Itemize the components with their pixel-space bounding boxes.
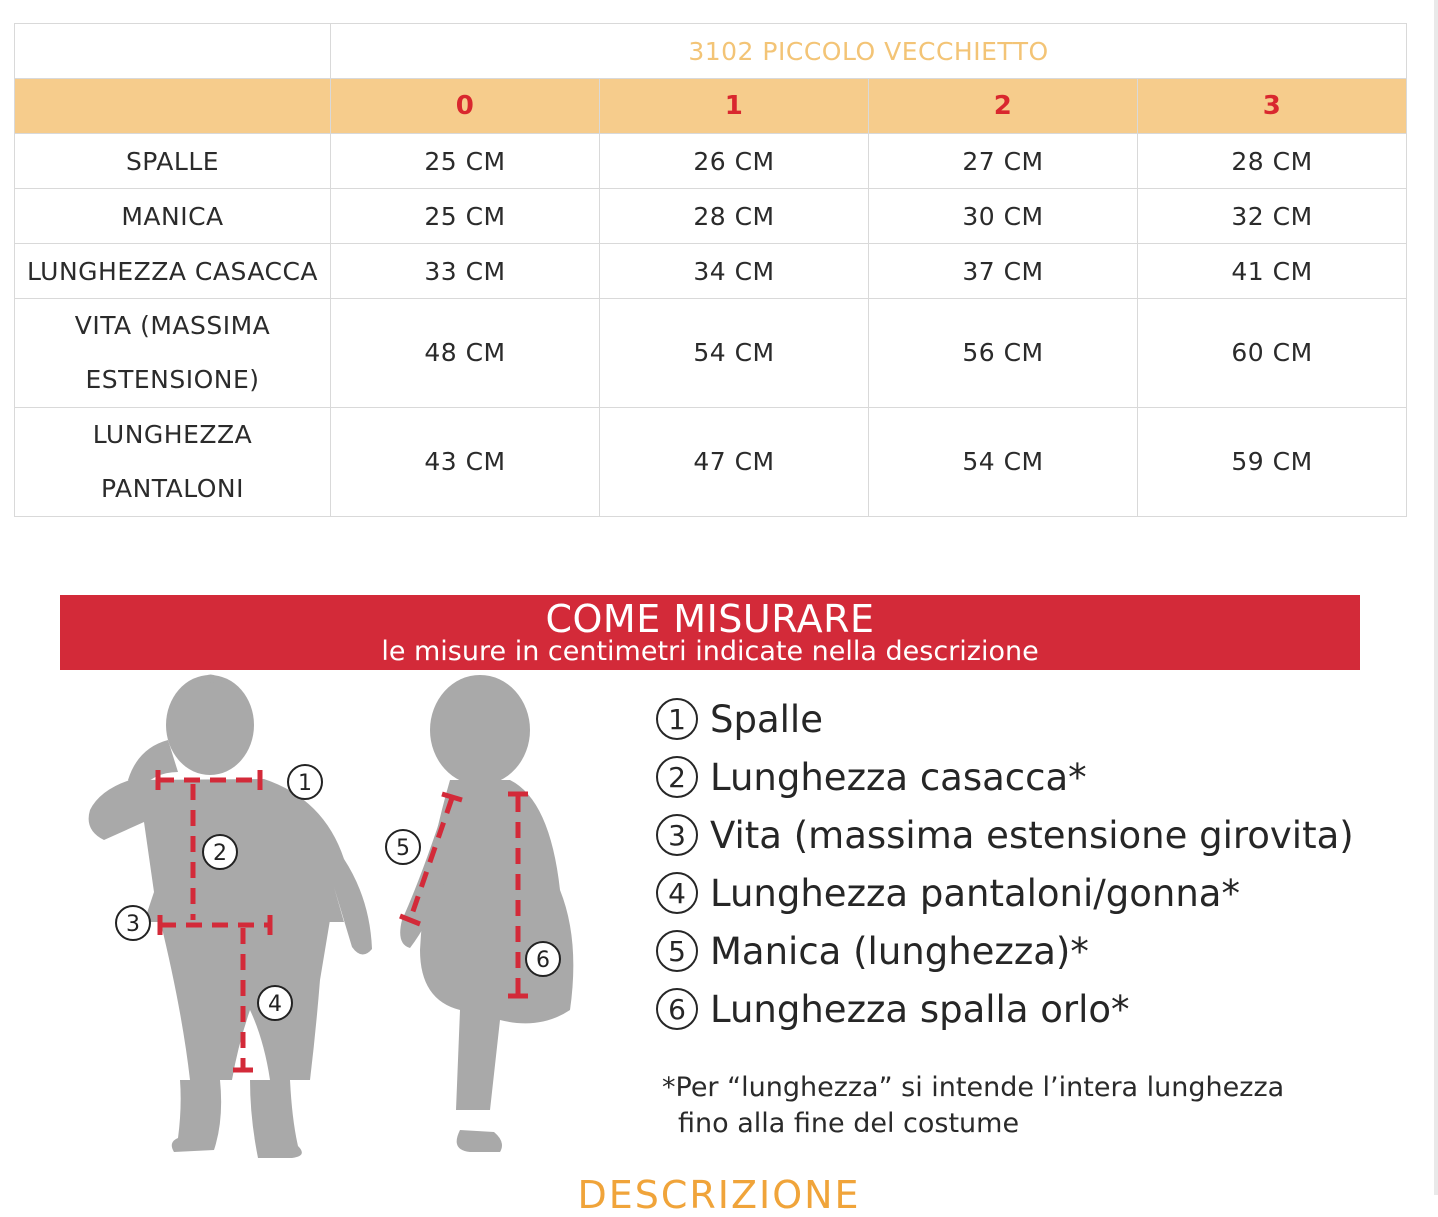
legend-label: Lunghezza casacca* bbox=[710, 755, 1087, 799]
table-row bbox=[15, 299, 1407, 408]
table-cell: 56 CM bbox=[869, 299, 1138, 408]
legend-item bbox=[652, 690, 1372, 748]
table-cell: 48 CM bbox=[331, 299, 600, 408]
row-label-line: PANTALONI bbox=[100, 474, 244, 503]
table-cell: 30 CM bbox=[869, 189, 1138, 244]
row-label-line: VITA (MASSIMA bbox=[74, 311, 271, 340]
marker-6 bbox=[526, 942, 560, 976]
marker-3 bbox=[116, 906, 150, 940]
legend-label: Vita (massima estensione girovita) bbox=[710, 813, 1354, 857]
svg-text:1: 1 bbox=[298, 771, 312, 796]
row-label bbox=[15, 299, 331, 408]
legend-number: 3 bbox=[656, 814, 698, 856]
size-header: 2 bbox=[869, 79, 1138, 134]
table-cell: 47 CM bbox=[600, 408, 869, 517]
row-label-line: LUNGHEZZA bbox=[92, 420, 253, 449]
how-to-measure-banner bbox=[60, 595, 1360, 670]
banner-subtitle: le misure in centimetri indicate nella descrizione bbox=[381, 636, 1039, 667]
legend-item bbox=[652, 864, 1372, 922]
legend-label: Manica (lunghezza)* bbox=[710, 929, 1089, 973]
legend-number: 5 bbox=[656, 930, 698, 972]
size-table bbox=[14, 23, 1407, 517]
table-cell: 59 CM bbox=[1138, 408, 1407, 517]
banner-title: COME MISURARE bbox=[545, 597, 875, 641]
row-label: SPALLE bbox=[15, 134, 331, 189]
scrollbar-track[interactable] bbox=[1434, 0, 1438, 1195]
row-label bbox=[15, 408, 331, 517]
table-cell: 26 CM bbox=[600, 134, 869, 189]
table-cell: 25 CM bbox=[331, 189, 600, 244]
table-cell: 28 CM bbox=[600, 189, 869, 244]
table-row bbox=[15, 189, 1407, 244]
length-footnote bbox=[662, 1070, 1362, 1142]
table-cell: 28 CM bbox=[1138, 134, 1407, 189]
legend-label: Lunghezza pantaloni/gonna* bbox=[710, 871, 1240, 915]
table-cell: 37 CM bbox=[869, 244, 1138, 299]
row-label-line: ESTENSIONE) bbox=[85, 365, 260, 394]
table-cell: 27 CM bbox=[869, 134, 1138, 189]
size-header: 3 bbox=[1138, 79, 1407, 134]
legend-item bbox=[652, 922, 1372, 980]
legend-number: 4 bbox=[656, 872, 698, 914]
table-cell: 41 CM bbox=[1138, 244, 1407, 299]
product-title: 3102 PICCOLO VECCHIETTO bbox=[331, 24, 1407, 79]
marker-2 bbox=[203, 835, 237, 869]
legend-item bbox=[652, 806, 1372, 864]
footnote-line: *Per “lunghezza” si intende l’intera lunghezza bbox=[662, 1072, 1285, 1103]
table-cell: 60 CM bbox=[1138, 299, 1407, 408]
legend-number: 6 bbox=[656, 988, 698, 1030]
row-label: LUNGHEZZA CASACCA bbox=[15, 244, 331, 299]
row-label: MANICA bbox=[15, 189, 331, 244]
size-header: 1 bbox=[600, 79, 869, 134]
description-heading: DESCRIZIONE bbox=[577, 1173, 861, 1217]
marker-5 bbox=[386, 830, 420, 864]
table-cell: 34 CM bbox=[600, 244, 869, 299]
size-header-row bbox=[15, 79, 1407, 134]
table-cell: 54 CM bbox=[600, 299, 869, 408]
table-cell: 32 CM bbox=[1138, 189, 1407, 244]
table-row bbox=[15, 408, 1407, 517]
legend-label: Spalle bbox=[710, 697, 823, 741]
legend-item bbox=[652, 980, 1372, 1038]
marker-4 bbox=[258, 986, 292, 1020]
svg-text:4: 4 bbox=[268, 992, 282, 1017]
legend-number: 2 bbox=[656, 756, 698, 798]
measurement-legend bbox=[652, 690, 1372, 1038]
svg-text:6: 6 bbox=[536, 948, 550, 973]
legend-label: Lunghezza spalla orlo* bbox=[710, 987, 1130, 1031]
empty-corner-cell bbox=[15, 24, 331, 79]
marker-1 bbox=[288, 765, 322, 799]
empty-header-cell bbox=[15, 79, 331, 134]
svg-text:5: 5 bbox=[396, 836, 410, 861]
table-cell: 25 CM bbox=[331, 134, 600, 189]
svg-text:2: 2 bbox=[213, 841, 227, 866]
svg-text:3: 3 bbox=[126, 912, 140, 937]
table-row bbox=[15, 244, 1407, 299]
table-cell: 33 CM bbox=[331, 244, 600, 299]
table-row bbox=[15, 134, 1407, 189]
table-title-row bbox=[15, 24, 1407, 79]
table-cell: 43 CM bbox=[331, 408, 600, 517]
table-cell: 54 CM bbox=[869, 408, 1138, 517]
side-child-silhouette bbox=[400, 675, 573, 1152]
size-header: 0 bbox=[331, 79, 600, 134]
footnote-line: fino alla fine del costume bbox=[678, 1108, 1020, 1139]
measurement-figure bbox=[60, 670, 640, 1170]
legend-number: 1 bbox=[656, 698, 698, 740]
legend-item bbox=[652, 748, 1372, 806]
